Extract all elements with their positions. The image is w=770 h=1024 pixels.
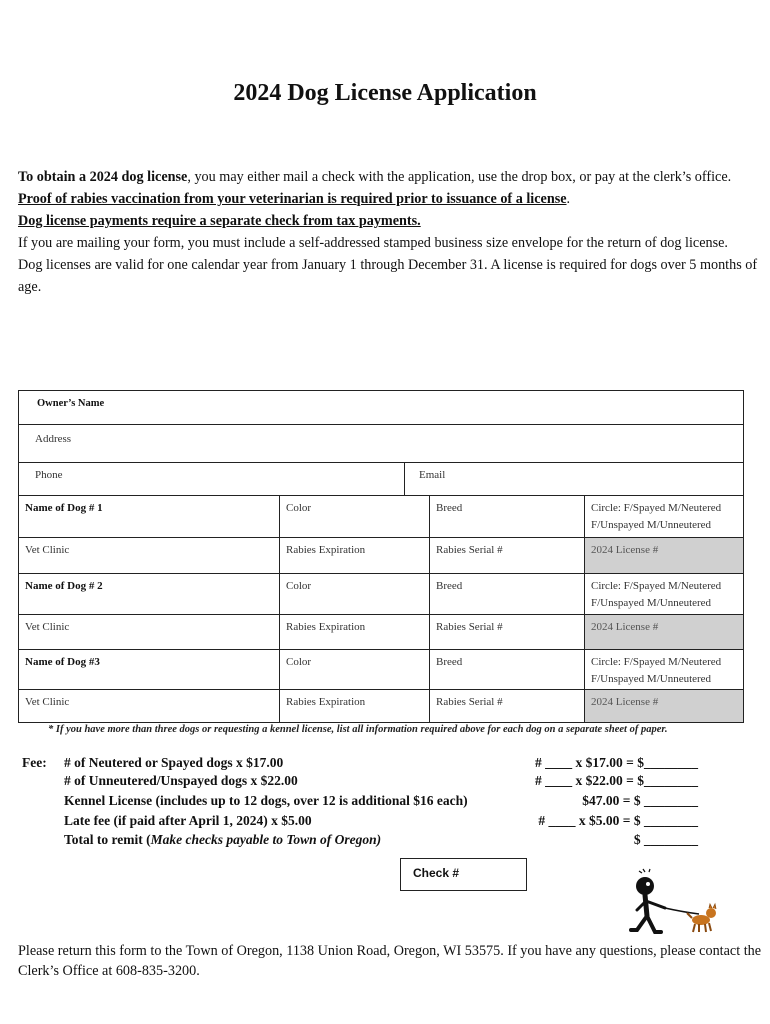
fee-row-kennel: Kennel License (includes up to 12 dogs, over 12 is additional $16 each) (64, 793, 468, 808)
dog-2-color-field[interactable] (279, 573, 429, 614)
rabies-requirement: Proof of rabies vaccination from your veterinarian is required prior to issuance of a license (18, 191, 567, 207)
dog-1-vet-field[interactable] (18, 537, 279, 573)
dog-3-breed-field[interactable] (429, 649, 584, 689)
mailing-instructions: If you are mailing your form, you must include a self-addressed stamped business size envelope for the return of dog license. (18, 235, 728, 251)
payable-to-text: Make checks payable to (150, 832, 287, 847)
dog-1-name-field[interactable] (18, 495, 279, 537)
intro-bold-lead: To obtain a 2024 dog license (18, 169, 188, 185)
check-number-box[interactable] (400, 858, 527, 891)
dog-2-circle-line-1: Circle: F/Spayed M/Neutered (591, 580, 722, 592)
dog-1-sex-circle[interactable] (584, 495, 744, 537)
dog-1-vet-label: Vet Clinic (25, 544, 70, 556)
intro-paragraph-1 (18, 166, 758, 188)
fee-row-unneutered: # of Unneutered/Unspayed dogs x $22.00 (64, 773, 298, 788)
phone-field[interactable] (18, 462, 404, 495)
dog-1-rabies-serial-field[interactable] (429, 537, 584, 573)
intro-paragraph-2 (18, 188, 758, 210)
dog-1-license-number (584, 537, 744, 573)
dog-2-name-field[interactable] (18, 573, 279, 614)
dog-3-sex-circle[interactable] (584, 649, 744, 689)
separate-check-note: Dog license payments require a separate check from tax payments. (18, 213, 421, 229)
address-field[interactable] (18, 424, 744, 462)
intro-text (18, 166, 758, 298)
email-label: Email (419, 469, 446, 481)
dog-2-vet-label: Vet Clinic (25, 621, 70, 633)
dog-2-name-label: Name of Dog # 2 (25, 580, 103, 592)
dog-3-rabies-serial-label: Rabies Serial # (436, 696, 503, 708)
dog-walker-clipart-icon (625, 868, 725, 940)
fee-calc-neutered[interactable]: # ____ x $17.00 = $________ (535, 755, 698, 770)
dog-3-rabies-expiration-field[interactable] (279, 689, 429, 723)
dog-1-color-label: Color (286, 502, 312, 514)
dog-1-rabies-exp-label: Rabies Expiration (286, 544, 366, 556)
check-number-label: Check # (413, 866, 460, 880)
total-label: Total to remit ( (64, 832, 151, 847)
email-field[interactable] (404, 462, 744, 495)
period: . (566, 191, 571, 207)
extra-dogs-note: * If you have more than three dogs or requesting a kennel license, list all information required above for each dog on a separate sheet of paper. (48, 724, 668, 735)
dog-2-rabies-serial-field[interactable] (429, 614, 584, 649)
dog-3-circle-line-2: F/Unspayed M/Unneutered (591, 673, 712, 685)
validity-note: Dog licenses are valid for one calendar year from January 1 through December 31. A license is required for dogs over 5 months of age. (18, 257, 758, 295)
fee-calc-total[interactable]: $ ________ (633, 832, 698, 847)
dog-2-rabies-serial-label: Rabies Serial # (436, 621, 503, 633)
page-title: 2024 Dog License Application (233, 80, 537, 106)
dog-2-sex-circle[interactable] (584, 573, 744, 614)
dog-1-breed-label: Breed (436, 502, 463, 514)
dog-3-name-field[interactable] (18, 649, 279, 689)
payee-name: Town of Oregon) (286, 832, 382, 847)
dog-2-vet-field[interactable] (18, 614, 279, 649)
fee-calc-unneutered[interactable]: # ____ x $22.00 = $________ (535, 773, 698, 788)
dog-2-circle-line-2: F/Unspayed M/Unneutered (591, 597, 712, 609)
dog-2-rabies-expiration-field[interactable] (279, 614, 429, 649)
dog-1-rabies-serial-label: Rabies Serial # (436, 544, 503, 556)
dog-3-vet-label: Vet Clinic (25, 696, 70, 708)
dog-3-color-label: Color (286, 656, 312, 668)
dog-2-color-label: Color (286, 580, 312, 592)
dog-1-license-label: 2024 License # (591, 544, 659, 556)
dog-3-vet-field[interactable] (18, 689, 279, 723)
dog-1-color-field[interactable] (279, 495, 429, 537)
dog-3-license-number (584, 689, 744, 723)
owner-name-field[interactable] (18, 390, 744, 424)
owner-name-label: Owner’s Name (37, 398, 105, 409)
dog-1-breed-field[interactable] (429, 495, 584, 537)
dog-2-breed-label: Breed (436, 580, 463, 592)
dog-1-circle-line-2: F/Unspayed M/Unneutered (591, 519, 712, 531)
dog-3-license-label: 2024 License # (591, 696, 659, 708)
fee-calc-late[interactable]: # ____ x $5.00 = $ ________ (538, 813, 698, 828)
dog-3-rabies-serial-field[interactable] (429, 689, 584, 723)
fee-row-total (64, 832, 381, 848)
fee-row-neutered: # of Neutered or Spayed dogs x $17.00 (64, 755, 284, 770)
fee-label: Fee: (22, 755, 47, 770)
phone-label: Phone (35, 469, 63, 481)
dog-2-breed-field[interactable] (429, 573, 584, 614)
dog-3-breed-label: Breed (436, 656, 463, 668)
fee-row-late: Late fee (if paid after April 1, 2024) x $5.00 (64, 813, 312, 828)
dog-2-license-label: 2024 License # (591, 621, 659, 633)
dog-3-circle-line-1: Circle: F/Spayed M/Neutered (591, 656, 722, 668)
dog-3-name-label: Name of Dog #3 (25, 656, 100, 668)
dog-3-color-field[interactable] (279, 649, 429, 689)
dog-2-rabies-exp-label: Rabies Expiration (286, 621, 366, 633)
dog-1-name-label: Name of Dog # 1 (25, 502, 103, 514)
address-label: Address (35, 433, 72, 445)
fee-calc-kennel[interactable]: $47.00 = $ ________ (582, 793, 698, 808)
dog-1-circle-line-1: Circle: F/Spayed M/Neutered (591, 502, 722, 514)
return-instructions: Please return this form to the Town of Oregon, 1138 Union Road, Oregon, WI 53575. If you have any questions, please contact the Clerk’s Office at 608-835-3200. (18, 943, 762, 979)
dog-1-rabies-expiration-field[interactable] (279, 537, 429, 573)
dog-3-rabies-exp-label: Rabies Expiration (286, 696, 366, 708)
intro-text-rest: , you may either mail a check with the application, use the drop box, or pay at the clerk’s office. (187, 169, 732, 185)
dog-2-license-number (584, 614, 744, 649)
